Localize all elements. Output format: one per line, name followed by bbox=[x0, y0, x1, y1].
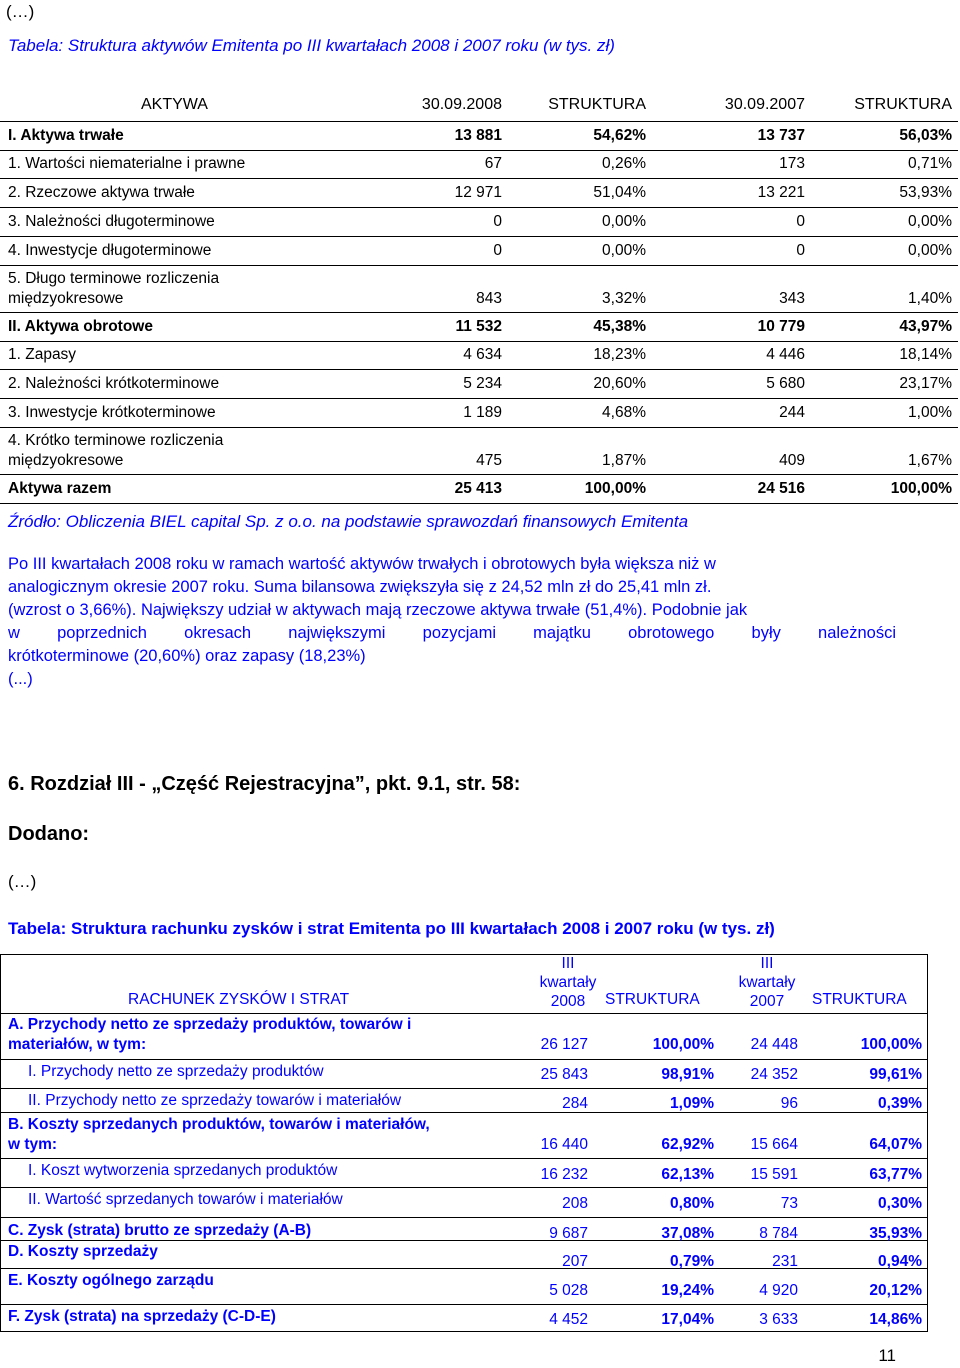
row-value: 1 189 bbox=[463, 404, 502, 421]
row-divider bbox=[0, 369, 958, 370]
row-value: 73 bbox=[780, 1195, 798, 1212]
row-divider bbox=[0, 341, 958, 342]
row-divider bbox=[0, 236, 958, 237]
row-divider bbox=[0, 150, 958, 151]
header-q1: III kwartały 2008 bbox=[539, 955, 597, 1010]
header-col: STRUKTURA bbox=[548, 96, 646, 113]
paragraph-line: (...) bbox=[8, 670, 33, 688]
row-value: 100,00% bbox=[890, 480, 952, 497]
row-label: II. Przychody netto ze sprzedaży towarów i materiałów bbox=[28, 1092, 402, 1109]
row-value: 409 bbox=[779, 452, 805, 469]
row-value: 45,38% bbox=[593, 318, 646, 335]
row-value: 4 446 bbox=[766, 346, 805, 363]
table2-border bbox=[927, 954, 928, 1332]
row-value: 0,30% bbox=[878, 1195, 922, 1212]
table2-border bbox=[0, 954, 928, 955]
row-value: 25 843 bbox=[540, 1066, 588, 1083]
row-value: 4 452 bbox=[549, 1311, 588, 1328]
row-value: 0,71% bbox=[908, 155, 952, 172]
row-value: 4 920 bbox=[759, 1282, 798, 1299]
row-value: 0,26% bbox=[602, 155, 646, 172]
row-value: 20,12% bbox=[869, 1282, 922, 1299]
row-value: 99,61% bbox=[869, 1066, 922, 1083]
row-divider bbox=[0, 427, 958, 428]
row-value: 51,04% bbox=[593, 184, 646, 201]
header-q2: III kwartały 2007 bbox=[738, 955, 796, 1010]
row-value: 208 bbox=[562, 1195, 588, 1212]
row-value: 0,79% bbox=[670, 1253, 714, 1270]
row-value: 17,04% bbox=[661, 1311, 714, 1328]
row-value: 0,00% bbox=[602, 242, 646, 259]
row-value: 173 bbox=[779, 155, 805, 172]
row-divider bbox=[0, 1088, 928, 1089]
row-value: 11 532 bbox=[455, 318, 502, 335]
row-value: 26 127 bbox=[540, 1036, 588, 1053]
row-label: 2. Rzeczowe aktywa trwałe bbox=[8, 184, 195, 201]
row-value: 24 516 bbox=[757, 480, 805, 497]
row-value: 0 bbox=[493, 213, 502, 230]
table2-border bbox=[0, 1013, 928, 1014]
row-value: 100,00% bbox=[584, 480, 646, 497]
row-value: 3,32% bbox=[602, 290, 646, 307]
row-value: 0,00% bbox=[602, 213, 646, 230]
row-value: 231 bbox=[772, 1253, 798, 1270]
row-divider bbox=[0, 207, 958, 208]
row-value: 8 784 bbox=[759, 1225, 798, 1242]
row-value: 0 bbox=[796, 242, 805, 259]
row-divider bbox=[0, 265, 958, 266]
header-col: 30.09.2008 bbox=[421, 96, 502, 113]
row-value: 100,00% bbox=[652, 1036, 714, 1053]
header-s2: STRUKTURA bbox=[812, 991, 907, 1008]
row-value: 5 028 bbox=[549, 1282, 588, 1299]
top-ellipsis: (…) bbox=[6, 2, 35, 21]
paragraph-line: analogicznym okresie 2007 roku. Suma bilansowa zwiększyła się z 24,52 mln zł do 25,41 mln zł. bbox=[8, 578, 712, 596]
row-value: 13 737 bbox=[757, 127, 805, 144]
row-value: 1,40% bbox=[908, 290, 952, 307]
row-divider bbox=[0, 474, 958, 475]
row-divider bbox=[0, 1187, 928, 1188]
table2-caption: Tabela: Struktura rachunku zysków i strat Emitenta po III kwartałach 2008 i 2007 roku (w tys. zł) bbox=[8, 919, 775, 938]
row-label: 4. Inwestycje długoterminowe bbox=[8, 242, 212, 259]
row-value: 0,80% bbox=[670, 1195, 714, 1212]
row-value: 24 448 bbox=[750, 1036, 798, 1053]
table1-caption: Tabela: Struktura aktywów Emitenta po III kwartałach 2008 i 2007 roku (w tys. zł) bbox=[8, 36, 615, 55]
row-value: 62,13% bbox=[661, 1166, 714, 1183]
row-label: 3. Inwestycje krótkoterminowe bbox=[8, 404, 216, 421]
row-value: 1,09% bbox=[670, 1095, 714, 1112]
row-value: 15 664 bbox=[750, 1136, 798, 1153]
row-value: 20,60% bbox=[593, 375, 646, 392]
section-heading: 6. Rozdział III - „Część Rejestracyjna”, pkt. 9.1, str. 58: bbox=[8, 773, 521, 795]
row-value: 0 bbox=[796, 213, 805, 230]
row-value: 53,93% bbox=[899, 184, 952, 201]
added-label: Dodano: bbox=[8, 823, 90, 845]
row-label: I. Koszt wytworzenia sprzedanych produktów bbox=[28, 1162, 338, 1179]
table2-border bbox=[0, 1331, 928, 1332]
row-value: 1,87% bbox=[602, 452, 646, 469]
row-value: 63,77% bbox=[869, 1166, 922, 1183]
row-value: 5 680 bbox=[766, 375, 805, 392]
mid-ellipsis: (…) bbox=[8, 872, 37, 891]
row-divider bbox=[0, 1059, 928, 1060]
paragraph-line: (wzrost o 3,66%). Największy udział w aktywach mają rzeczowe aktywa trwałe (51,4%). Podobnie jak bbox=[8, 601, 748, 619]
row-value: 4 634 bbox=[463, 346, 502, 363]
row-label: C. Zysk (strata) brutto ze sprzedaży (A-B) bbox=[8, 1222, 312, 1239]
row-divider bbox=[0, 312, 958, 313]
row-label: B. Koszty sprzedanych produktów, towarów i materiałów, bbox=[8, 1116, 430, 1133]
row-value: 284 bbox=[562, 1095, 588, 1112]
paragraph-line: krótkoterminowe (20,60%) oraz zapasy (18,23%) bbox=[8, 647, 366, 665]
row-value: 9 687 bbox=[549, 1225, 588, 1242]
header-s1: STRUKTURA bbox=[605, 991, 700, 1008]
row-value: 15 591 bbox=[750, 1166, 798, 1183]
row-label-cont: międzyokresowe bbox=[8, 452, 124, 469]
row-label: 1. Wartości niematerialne i prawne bbox=[8, 155, 246, 172]
table2-border bbox=[0, 954, 1, 1332]
row-divider bbox=[0, 503, 958, 504]
row-value: 13 881 bbox=[454, 127, 502, 144]
row-value: 23,17% bbox=[899, 375, 952, 392]
row-value: 35,93% bbox=[869, 1225, 922, 1242]
row-value: 18,14% bbox=[899, 346, 952, 363]
row-value: 12 971 bbox=[454, 184, 502, 201]
row-value: 56,03% bbox=[899, 127, 952, 144]
row-label: F. Zysk (strata) na sprzedaży (C-D-E) bbox=[8, 1308, 276, 1325]
row-value: 0,94% bbox=[878, 1253, 922, 1270]
row-label: I. Przychody netto ze sprzedaży produktów bbox=[28, 1063, 324, 1080]
row-value: 100,00% bbox=[860, 1036, 922, 1053]
row-value: 98,91% bbox=[661, 1066, 714, 1083]
row-value: 62,92% bbox=[661, 1136, 714, 1153]
header-aktywa: AKTYWA bbox=[141, 96, 208, 113]
row-value: 207 bbox=[562, 1253, 588, 1270]
header-label: RACHUNEK ZYSKÓW I STRAT bbox=[128, 991, 350, 1008]
row-label: II. Aktywa obrotowe bbox=[8, 318, 153, 335]
row-value: 16 232 bbox=[540, 1166, 588, 1183]
row-value: 16 440 bbox=[540, 1136, 588, 1153]
row-label-cont: w tym: bbox=[8, 1136, 58, 1153]
row-divider bbox=[0, 398, 958, 399]
row-divider bbox=[0, 1217, 928, 1218]
row-value: 0 bbox=[493, 242, 502, 259]
row-label: II. Wartość sprzedanych towarów i materiałów bbox=[28, 1191, 343, 1208]
page-number: 11 bbox=[878, 1346, 896, 1365]
row-value: 4,68% bbox=[602, 404, 646, 421]
row-divider bbox=[0, 121, 958, 122]
row-label: 5. Długo terminowe rozliczenia bbox=[8, 270, 220, 287]
row-value: 343 bbox=[779, 290, 805, 307]
row-label: I. Aktywa trwałe bbox=[8, 127, 124, 144]
row-value: 19,24% bbox=[661, 1282, 714, 1299]
row-label: Aktywa razem bbox=[8, 480, 112, 497]
analysis-paragraph bbox=[8, 553, 896, 691]
row-value: 67 bbox=[484, 155, 502, 172]
row-value: 1,67% bbox=[908, 452, 952, 469]
row-label: 4. Krótko terminowe rozliczenia bbox=[8, 432, 224, 449]
paragraph-line: Po III kwartałach 2008 roku w ramach wartość aktywów trwałych i obrotowych była większa niż w bbox=[8, 555, 716, 573]
row-value: 5 234 bbox=[463, 375, 502, 392]
table1-source: Źródło: Obliczenia BIEL capital Sp. z o.o. na podstawie sprawozdań finansowych Emitenta bbox=[8, 512, 689, 531]
row-value: 96 bbox=[780, 1095, 798, 1112]
row-value: 0,39% bbox=[878, 1095, 922, 1112]
row-value: 244 bbox=[779, 404, 805, 421]
row-value: 54,62% bbox=[593, 127, 646, 144]
row-label: 3. Należności długoterminowe bbox=[8, 213, 215, 230]
row-value: 0,00% bbox=[908, 213, 952, 230]
row-divider bbox=[0, 178, 958, 179]
row-value: 24 352 bbox=[750, 1066, 798, 1083]
row-label: A. Przychody netto ze sprzedaży produktów, towarów i bbox=[8, 1016, 412, 1033]
row-label: E. Koszty ogólnego zarządu bbox=[8, 1272, 214, 1289]
row-label: 2. Należności krótkoterminowe bbox=[8, 375, 220, 392]
row-value: 37,08% bbox=[661, 1225, 714, 1242]
row-value: 10 779 bbox=[757, 318, 805, 335]
row-label: D. Koszty sprzedaży bbox=[8, 1243, 158, 1260]
header-col: 30.09.2007 bbox=[724, 96, 805, 113]
row-value: 43,97% bbox=[899, 318, 952, 335]
row-value: 843 bbox=[476, 290, 502, 307]
row-label-cont: materiałów, w tym: bbox=[8, 1036, 147, 1053]
row-value: 0,00% bbox=[908, 242, 952, 259]
row-divider bbox=[0, 1304, 928, 1305]
paragraph-line: w poprzednich okresach największymi pozycjami majątku obrotowego były należności bbox=[8, 624, 896, 642]
table2-header bbox=[0, 954, 960, 1012]
row-value: 3 633 bbox=[759, 1311, 798, 1328]
row-value: 475 bbox=[476, 452, 502, 469]
row-value: 1,00% bbox=[908, 404, 952, 421]
row-divider bbox=[0, 1158, 928, 1159]
row-value: 13 221 bbox=[757, 184, 805, 201]
row-label: 1. Zapasy bbox=[8, 346, 77, 363]
row-value: 18,23% bbox=[593, 346, 646, 363]
row-value: 25 413 bbox=[454, 480, 502, 497]
row-value: 14,86% bbox=[869, 1311, 922, 1328]
row-value: 64,07% bbox=[869, 1136, 922, 1153]
header-col: STRUKTURA bbox=[854, 96, 952, 113]
row-label-cont: międzyokresowe bbox=[8, 290, 124, 307]
